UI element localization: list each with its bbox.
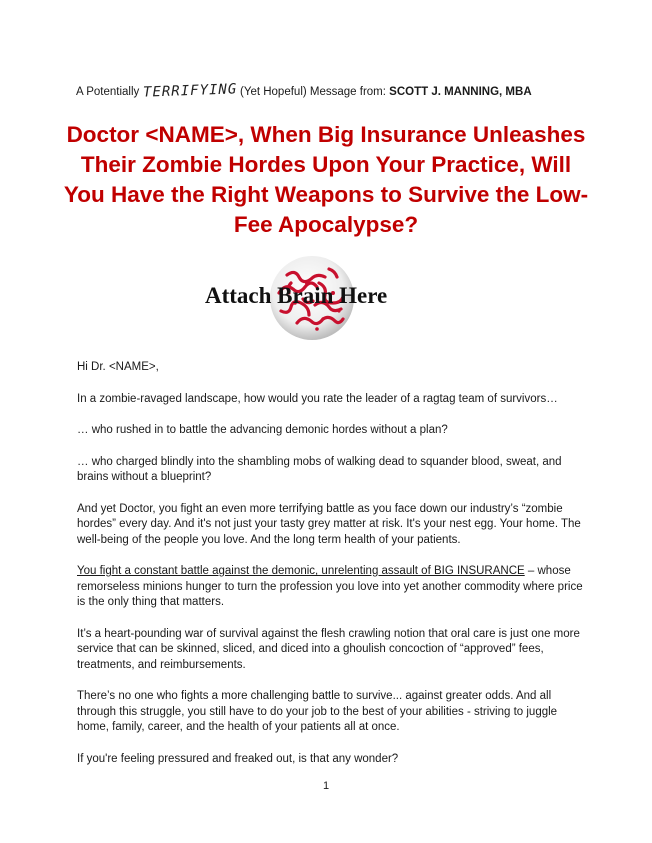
paragraph-6: It’s a heart-pounding war of survival against the flesh crawling notion that oral care is just one more service that can be skinned, sliced, and diced into a ghoulish concoction of “approved” fees, treatments, and reimbursements. [77, 627, 580, 671]
paragraph-1: In a zombie-ravaged landscape, how would you rate the leader of a ragtag team of survivors… [77, 392, 558, 405]
paragraph-8: If you're feeling pressured and freaked out, is that any wonder? [77, 752, 399, 765]
paragraph-5-rest: – whose remorseless minions hunger to turn the profession you love into yet another commodity where price is the only thing that matters. [77, 565, 583, 608]
paragraph-5-underlined: You fight a constant battle against the demonic, unrelenting assault of BIG INSURANCE [77, 565, 525, 577]
byline-middle: (Yet Hopeful) Message from: [240, 86, 386, 98]
byline-scary-word: TERRIFYING [142, 81, 238, 101]
page-number: 1 [322, 780, 330, 792]
paragraph-7: There’s no one who fights a more challenging battle to survive... against greater odds. And all through this struggle, you still have to do your job to the best of your abilities - striving to juggle home, family, career, and the health of your patients all at once. [77, 690, 558, 733]
paragraph-4: And yet Doctor, you fight an even more terrifying battle as you face down our industry’s “zombie hordes” every day. And it's not just your tasty grey matter at risk. It's your nest egg. Your home. The well-being of the people you love. And the long term health of your patients. [77, 502, 581, 546]
byline [76, 82, 596, 101]
paragraph-5 [77, 564, 587, 611]
greeting: Hi Dr. <NAME>, [77, 361, 159, 373]
letter-body [77, 360, 587, 783]
brain-caption: Attach Brain Here [205, 283, 388, 308]
brain-graphic [195, 253, 455, 343]
byline-author: SCOTT J. MANNING, MBA [389, 86, 532, 98]
byline-prefix: A Potentially [76, 86, 140, 98]
paragraph-3: … who charged blindly into the shambling mobs of walking dead to squander blood, sweat, and brains without a blueprint? [77, 455, 562, 483]
paragraph-2: … who rushed in to battle the advancing demonic hordes without a plan? [77, 424, 448, 436]
headline: Doctor <NAME>, When Big Insurance Unleashes Their Zombie Hordes Upon Your Practice, Will You Have the Right Weapons to Survive the Low-Fee Apocalypse? [63, 122, 589, 237]
